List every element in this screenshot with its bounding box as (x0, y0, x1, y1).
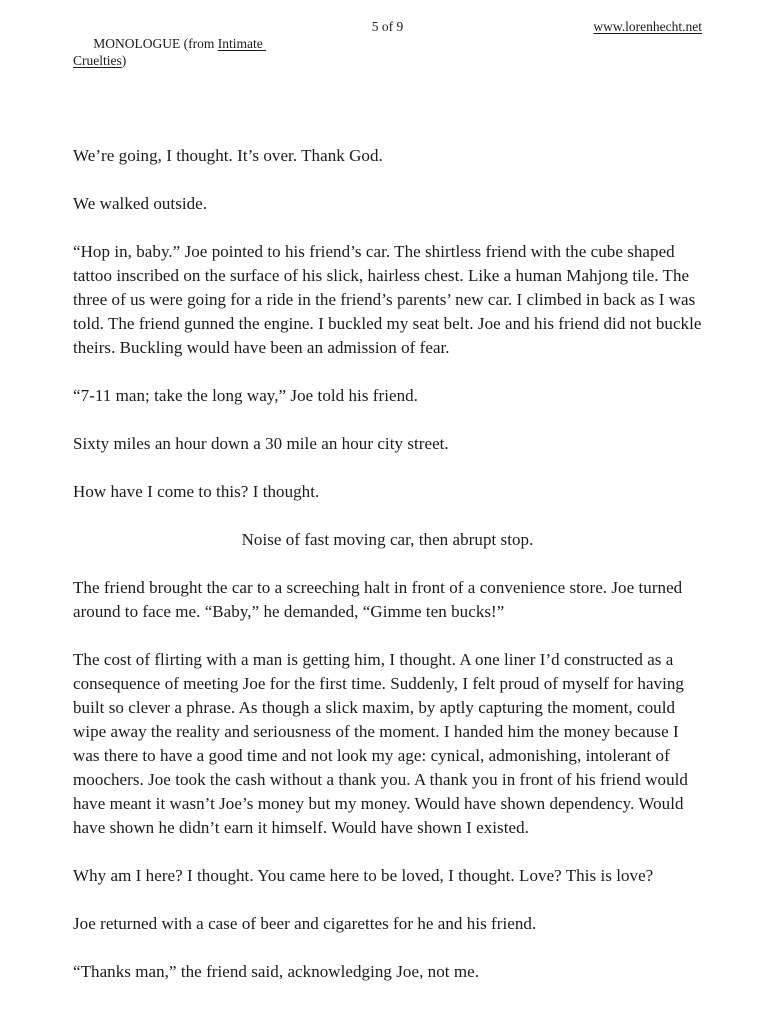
document-title (73, 18, 283, 86)
paragraph: Joe returned with a case of beer and cigarettes for he and his friend. (73, 914, 537, 933)
paragraph: Sixty miles an hour down a 30 mile an hour city street. (73, 434, 449, 453)
paragraph: The friend brought the car to a screeching halt in front of a convenience store. Joe turned around to face me. “Baby,” he demanded, “Gimme ten bucks!” (73, 578, 683, 621)
paragraph: “Thanks man,” the friend said, acknowledging Joe, not me. (73, 962, 480, 981)
page-number: 5 of 9 (371, 19, 404, 34)
stage-direction: Noise of fast moving car, then abrupt stop. (241, 530, 534, 549)
paragraph: “Hop in, baby.” Joe pointed to his friend’s car. The shirtless friend with the cube shaped tattoo inscribed on the surface of his slick, hairless chest. Like a human Mahjong tile. The three of us were going for a ride in the friend’s parents’ new car. I climbed in back as I was told. The friend gunned the engine. I buckled my seat belt. Joe and his friend did not buckle theirs. Buckling would have been an admission of fear. (73, 242, 702, 357)
title-close: ) (121, 53, 127, 68)
paragraph: We’re going, I thought. It’s over. Thank God. (73, 146, 383, 165)
paragraph: Why am I here? I thought. You came here to be loved, I thought. Love? This is love? (73, 866, 654, 885)
paragraph: “7-11 man; take the long way,” Joe told his friend. (73, 386, 418, 405)
paragraph: How have I come to this? I thought. (73, 482, 320, 501)
title-work: Intimate Cruelties (73, 36, 267, 68)
website-link[interactable]: www.lorenhecht.net (593, 19, 703, 34)
paragraph: We walked outside. (73, 194, 208, 213)
paragraph: The cost of flirting with a man is getting him, I thought. A one liner I’d constructed as a consequence of meeting Joe for the first time. Suddenly, I felt proud of myself for having built so clever a phrase. As though a slick maxim, by aptly capturing the moment, could wipe away the reality and seriousness of the moment. I handed him the money because I was there to have a good time and not look my age: cynical, admonishing, intolerant of moochers. Joe took the cash without a thank you. A thank you in front of his friend would have meant it wasn’t Joe’s money but my money. Would have shown dependency. Would have shown he didn’t earn it himself. Would have shown I existed. (73, 650, 688, 837)
title-prefix: MONOLOGUE (from (93, 36, 218, 51)
header-website (492, 18, 702, 35)
monologue-body (73, 144, 702, 984)
page-header (73, 18, 702, 86)
